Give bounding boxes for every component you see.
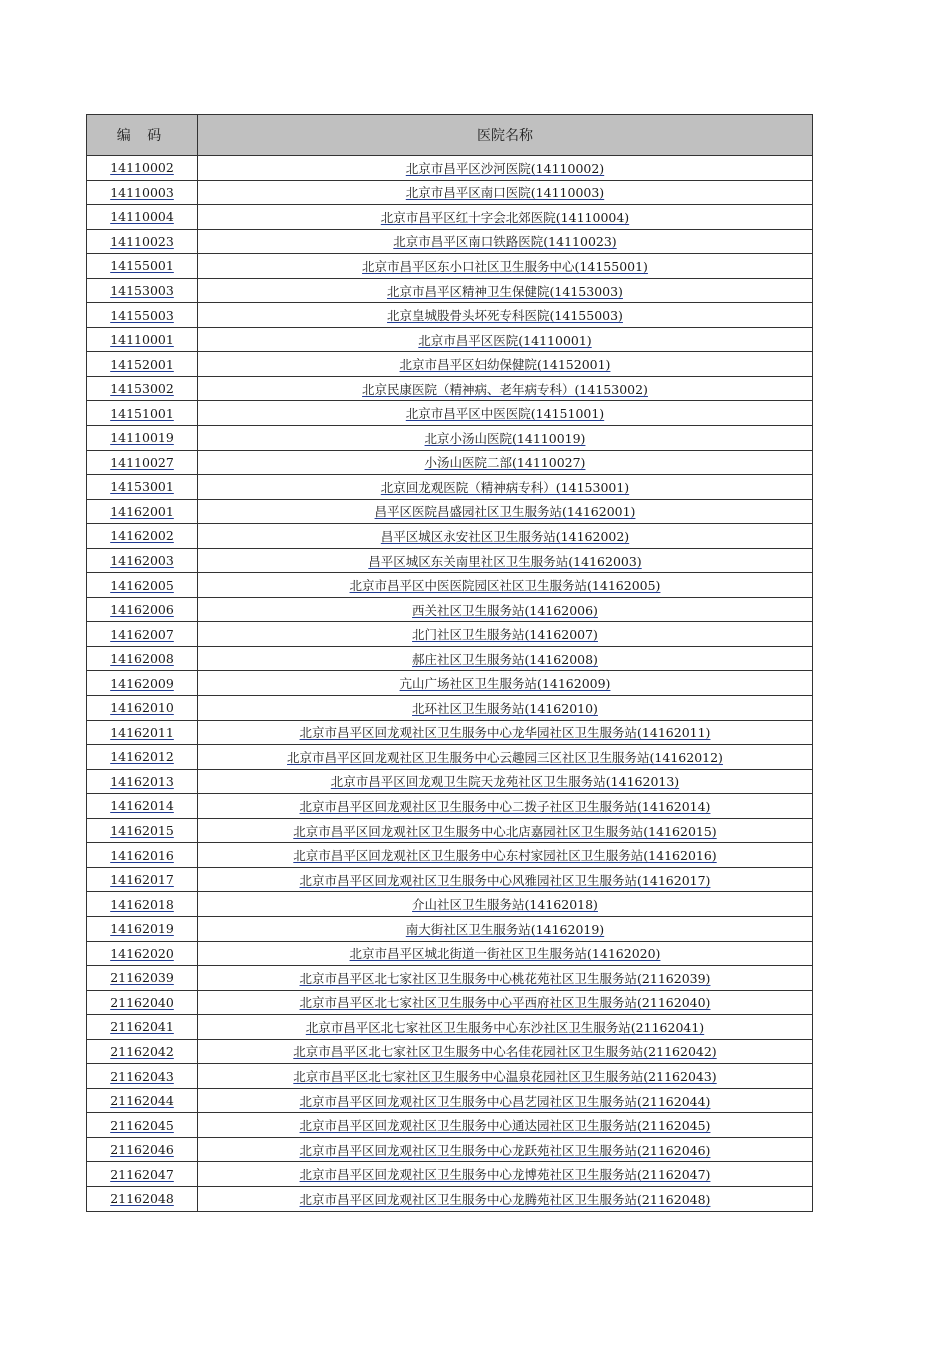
hospital-name-link[interactable]: 北京市昌平区回龙观社区卫生服务中心二拨子社区卫生服务站(14162014) xyxy=(299,798,711,814)
hospital-name-link[interactable]: 北京市昌平区回龙观社区卫生服务中心龙腾苑社区卫生服务站(21162048) xyxy=(299,1191,711,1207)
table-row xyxy=(87,426,813,451)
code-cell xyxy=(87,646,198,671)
code-cell xyxy=(87,573,198,598)
hospital-code-link[interactable]: 14162012 xyxy=(110,749,174,765)
hospital-name-link[interactable]: 南大街社区卫生服务站(14162019) xyxy=(405,921,605,937)
name-cell xyxy=(198,401,813,426)
name-cell xyxy=(198,278,813,303)
name-cell xyxy=(198,426,813,451)
table-row xyxy=(87,573,813,598)
name-cell xyxy=(198,376,813,401)
hospital-name-link[interactable]: 北京市昌平区南口医院(14110003) xyxy=(405,185,605,201)
hospital-name-link[interactable]: 北京市昌平区回龙观社区卫生服务中心风雅园社区卫生服务站(14162017) xyxy=(299,872,711,888)
hospital-name-link[interactable]: 北京市昌平区回龙观社区卫生服务中心龙华园社区卫生服务站(14162011) xyxy=(299,725,711,741)
table-row xyxy=(87,622,813,647)
name-cell xyxy=(198,327,813,352)
hospital-name-link[interactable]: 北京市昌平区回龙观社区卫生服务中心昌艺园社区卫生服务站(21162044) xyxy=(299,1093,711,1109)
table-row xyxy=(87,156,813,181)
hospital-code-link[interactable]: 14153001 xyxy=(110,479,174,495)
hospital-code-link[interactable]: 14152001 xyxy=(110,356,174,372)
code-cell xyxy=(87,843,198,868)
hospital-code-link[interactable]: 14162006 xyxy=(110,602,174,618)
name-cell xyxy=(198,892,813,917)
hospital-name-link[interactable]: 亢山广场社区卫生服务站(14162009) xyxy=(399,676,611,692)
hospital-code-link[interactable]: 14162020 xyxy=(110,945,174,961)
hospital-code-link[interactable]: 14110023 xyxy=(110,233,174,249)
name-cell xyxy=(198,205,813,230)
table-row xyxy=(87,769,813,794)
hospital-name-link[interactable]: 西关社区卫生服务站(14162006) xyxy=(412,602,598,618)
column-header-name: 医院名称 xyxy=(198,115,813,156)
table-row xyxy=(87,794,813,819)
name-cell xyxy=(198,1186,813,1211)
hospital-code-link[interactable]: 14110001 xyxy=(110,332,174,348)
table-row xyxy=(87,892,813,917)
table-row xyxy=(87,1039,813,1064)
hospital-name-link[interactable]: 北京市昌平区精神卫生保健院(14153003) xyxy=(387,283,623,299)
name-cell xyxy=(198,180,813,205)
hospital-code-link[interactable]: 14162016 xyxy=(110,847,174,863)
code-cell xyxy=(87,303,198,328)
table-row xyxy=(87,646,813,671)
name-cell xyxy=(198,1039,813,1064)
code-cell xyxy=(87,1113,198,1138)
hospital-code-link[interactable]: 14162019 xyxy=(110,921,174,937)
code-cell xyxy=(87,499,198,524)
name-cell xyxy=(198,1015,813,1040)
name-cell xyxy=(198,818,813,843)
code-cell xyxy=(87,352,198,377)
hospital-name-link[interactable]: 北京皇城股骨头坏死专科医院(14155003) xyxy=(387,308,623,324)
table-row xyxy=(87,352,813,377)
code-cell xyxy=(87,475,198,500)
table-row xyxy=(87,941,813,966)
hospital-code-link[interactable]: 14162001 xyxy=(110,503,174,519)
hospital-code-link[interactable]: 21162046 xyxy=(110,1142,174,1158)
name-cell xyxy=(198,475,813,500)
code-cell xyxy=(87,180,198,205)
code-cell xyxy=(87,892,198,917)
name-cell xyxy=(198,671,813,696)
code-cell xyxy=(87,867,198,892)
table-row xyxy=(87,671,813,696)
code-cell xyxy=(87,401,198,426)
hospital-name-link[interactable]: 北京市昌平区回龙观社区卫生服务中心云趣园三区社区卫生服务站(14162012) xyxy=(287,749,723,765)
hospital-name-link[interactable]: 小汤山医院二部(14110027) xyxy=(424,455,586,471)
hospital-name-link[interactable]: 北京市昌平区回龙观社区卫生服务中心北店嘉园社区卫生服务站(14162015) xyxy=(293,823,717,839)
code-cell xyxy=(87,966,198,991)
hospital-name-link[interactable]: 北京市昌平区中医医院(14151001) xyxy=(405,406,605,422)
name-cell xyxy=(198,867,813,892)
table-row xyxy=(87,475,813,500)
hospital-name-link[interactable]: 北京市昌平区沙河医院(14110002) xyxy=(405,160,605,176)
code-cell xyxy=(87,990,198,1015)
table-row xyxy=(87,548,813,573)
hospital-name-link[interactable]: 北京市昌平区北七家社区卫生服务中心名佳花园社区卫生服务站(21162042) xyxy=(293,1044,717,1060)
code-cell xyxy=(87,1162,198,1187)
table-header-row xyxy=(87,115,813,156)
hospital-code-link[interactable]: 21162045 xyxy=(110,1117,174,1133)
hospital-name-link[interactable]: 北京市昌平区北七家社区卫生服务中心温泉花园社区卫生服务站(21162043) xyxy=(293,1069,717,1084)
table-row xyxy=(87,916,813,941)
code-cell xyxy=(87,229,198,254)
code-cell xyxy=(87,450,198,475)
name-cell xyxy=(198,769,813,794)
name-cell xyxy=(198,646,813,671)
hospital-name-link[interactable]: 郝庄社区卫生服务站(14162008) xyxy=(412,651,598,667)
hospital-code-link[interactable]: 14110004 xyxy=(110,209,174,225)
name-cell xyxy=(198,1113,813,1138)
code-cell xyxy=(87,426,198,451)
hospital-code-link[interactable]: 14162005 xyxy=(110,577,174,593)
code-cell xyxy=(87,1039,198,1064)
code-cell xyxy=(87,1088,198,1113)
hospital-code-link[interactable]: 21162047 xyxy=(110,1166,174,1182)
hospital-code-link[interactable]: 21162042 xyxy=(110,1043,174,1059)
column-header-code: 编 码 xyxy=(87,115,198,156)
hospital-code-link[interactable]: 14153002 xyxy=(110,381,174,397)
hospital-table xyxy=(86,114,813,1212)
hospital-code-link[interactable]: 14162015 xyxy=(110,823,174,839)
name-cell xyxy=(198,990,813,1015)
name-cell xyxy=(198,916,813,941)
name-cell xyxy=(198,696,813,721)
hospital-name-link[interactable]: 介山社区卫生服务站(14162018) xyxy=(412,897,598,913)
code-cell xyxy=(87,622,198,647)
table-row xyxy=(87,205,813,230)
hospital-code-link[interactable]: 14162013 xyxy=(110,773,174,789)
hospital-name-link[interactable]: 北京民康医院（精神病、老年病专科）(14153002) xyxy=(362,381,648,397)
name-cell xyxy=(198,548,813,573)
table-row xyxy=(87,401,813,426)
code-cell xyxy=(87,597,198,622)
code-cell xyxy=(87,671,198,696)
name-cell xyxy=(198,352,813,377)
name-cell xyxy=(198,156,813,181)
hospital-name-link[interactable]: 北京市昌平区南口铁路医院(14110023) xyxy=(393,234,617,250)
name-cell xyxy=(198,499,813,524)
hospital-code-link[interactable]: 14155001 xyxy=(110,258,174,274)
table-row xyxy=(87,720,813,745)
table-row xyxy=(87,818,813,843)
code-cell xyxy=(87,327,198,352)
table-row xyxy=(87,1137,813,1162)
hospital-code-link[interactable]: 14110027 xyxy=(110,454,174,470)
name-cell xyxy=(198,524,813,549)
hospital-code-link[interactable]: 14162009 xyxy=(110,675,174,691)
code-cell xyxy=(87,1137,198,1162)
hospital-code-link[interactable]: 14162003 xyxy=(110,553,174,569)
name-cell xyxy=(198,622,813,647)
name-cell xyxy=(198,1088,813,1113)
table-row xyxy=(87,180,813,205)
hospital-name-link[interactable]: 北京市昌平区红十字会北郊医院(14110004) xyxy=(380,209,630,225)
hospital-code-link[interactable]: 14162018 xyxy=(110,896,174,912)
table-row xyxy=(87,376,813,401)
table-row xyxy=(87,524,813,549)
name-cell xyxy=(198,597,813,622)
hospital-code-link[interactable]: 21162043 xyxy=(110,1068,174,1084)
name-cell xyxy=(198,1137,813,1162)
hospital-code-link[interactable]: 14162014 xyxy=(110,798,174,814)
hospital-name-link[interactable]: 北京市昌平区回龙观卫生院天龙苑社区卫生服务站(14162013) xyxy=(330,774,680,790)
table-row xyxy=(87,327,813,352)
table-row xyxy=(87,1015,813,1040)
table-row xyxy=(87,450,813,475)
name-cell xyxy=(198,450,813,475)
table-row xyxy=(87,1064,813,1089)
hospital-table-container xyxy=(86,114,812,1212)
table-row xyxy=(87,229,813,254)
hospital-code-link[interactable]: 14162002 xyxy=(110,528,174,544)
name-cell xyxy=(198,745,813,770)
table-row xyxy=(87,1088,813,1113)
table-row xyxy=(87,1186,813,1211)
table-row xyxy=(87,1162,813,1187)
code-cell xyxy=(87,548,198,573)
hospital-name-link[interactable]: 北京回龙观医院（精神病专科）(14153001) xyxy=(380,479,630,495)
hospital-name-link[interactable]: 昌平区城区永安社区卫生服务站(14162002) xyxy=(380,528,630,544)
hospital-code-link[interactable]: 14110002 xyxy=(110,160,174,176)
hospital-code-link[interactable]: 21162041 xyxy=(110,1019,174,1035)
table-row xyxy=(87,597,813,622)
hospital-code-link[interactable]: 14162017 xyxy=(110,872,174,888)
hospital-name-link[interactable]: 北京市昌平区回龙观社区卫生服务中心龙博苑社区卫生服务站(21162047) xyxy=(299,1167,711,1183)
table-row xyxy=(87,499,813,524)
table-row xyxy=(87,254,813,279)
hospital-name-link[interactable]: 北京市昌平区北七家社区卫生服务中心桃花苑社区卫生服务站(21162039) xyxy=(299,970,711,986)
hospital-name-link[interactable]: 北京市昌平区北七家社区卫生服务中心平西府社区卫生服务站(21162040) xyxy=(299,995,711,1011)
code-cell xyxy=(87,1064,198,1089)
hospital-name-link[interactable]: 北京市昌平区回龙观社区卫生服务中心通达园社区卫生服务站(21162045) xyxy=(299,1118,711,1134)
table-row xyxy=(87,867,813,892)
hospital-code-link[interactable]: 14151001 xyxy=(110,405,174,421)
table-row xyxy=(87,966,813,991)
code-cell xyxy=(87,1015,198,1040)
code-cell xyxy=(87,1186,198,1211)
table-row xyxy=(87,303,813,328)
name-cell xyxy=(198,941,813,966)
hospital-code-link[interactable]: 14162011 xyxy=(110,724,174,740)
name-cell xyxy=(198,843,813,868)
code-cell xyxy=(87,794,198,819)
code-cell xyxy=(87,524,198,549)
code-cell xyxy=(87,818,198,843)
code-cell xyxy=(87,205,198,230)
name-cell xyxy=(198,573,813,598)
code-cell xyxy=(87,745,198,770)
hospital-name-link[interactable]: 昌平区城区东关南里社区卫生服务站(14162003) xyxy=(368,553,642,569)
hospital-code-link[interactable]: 14110019 xyxy=(110,430,174,446)
hospital-name-link[interactable]: 昌平区医院昌盛园社区卫生服务站(14162001) xyxy=(374,504,636,520)
hospital-name-link[interactable]: 北京市昌平区回龙观社区卫生服务中心龙跃苑社区卫生服务站(21162046) xyxy=(299,1142,711,1158)
hospital-code-link[interactable]: 21162039 xyxy=(110,970,174,986)
code-cell xyxy=(87,696,198,721)
table-row xyxy=(87,843,813,868)
name-cell xyxy=(198,1162,813,1187)
code-cell xyxy=(87,769,198,794)
hospital-code-link[interactable]: 14110003 xyxy=(110,184,174,200)
name-cell xyxy=(198,303,813,328)
hospital-code-link[interactable]: 14155003 xyxy=(110,307,174,323)
hospital-code-link[interactable]: 21162040 xyxy=(110,994,174,1010)
name-cell xyxy=(198,254,813,279)
code-cell xyxy=(87,720,198,745)
hospital-name-link[interactable]: 北门社区卫生服务站(14162007) xyxy=(412,627,598,643)
code-cell xyxy=(87,278,198,303)
hospital-name-link[interactable]: 北京市昌平区北七家社区卫生服务中心东沙社区卫生服务站(21162041) xyxy=(305,1019,705,1035)
code-cell xyxy=(87,916,198,941)
hospital-code-link[interactable]: 21162044 xyxy=(110,1093,174,1109)
table-body xyxy=(87,156,813,1212)
name-cell xyxy=(198,720,813,745)
hospital-name-link[interactable]: 北京市昌平区医院(14110001) xyxy=(418,332,592,348)
hospital-name-link[interactable]: 北京市昌平区妇幼保健院(14152001) xyxy=(399,357,611,373)
table-row xyxy=(87,1113,813,1138)
name-cell xyxy=(198,1064,813,1089)
table-row xyxy=(87,990,813,1015)
hospital-code-link[interactable]: 14162010 xyxy=(110,700,174,716)
hospital-name-link[interactable]: 北京市昌平区中医医院园区社区卫生服务站(14162005) xyxy=(349,578,661,594)
hospital-name-link[interactable]: 北京市昌平区回龙观社区卫生服务中心东村家园社区卫生服务站(14162016) xyxy=(293,848,717,864)
hospital-name-link[interactable]: 北京小汤山医院(14110019) xyxy=(424,430,586,446)
name-cell xyxy=(198,229,813,254)
code-cell xyxy=(87,376,198,401)
table-row xyxy=(87,745,813,770)
hospital-code-link[interactable]: 21162048 xyxy=(110,1191,174,1207)
name-cell xyxy=(198,794,813,819)
table-row xyxy=(87,696,813,721)
hospital-name-link[interactable]: 北京市昌平区城北街道一街社区卫生服务站(14162020) xyxy=(349,946,661,962)
name-cell xyxy=(198,966,813,991)
table-row xyxy=(87,278,813,303)
hospital-code-link[interactable]: 14162008 xyxy=(110,651,174,667)
hospital-name-link[interactable]: 北环社区卫生服务站(14162010) xyxy=(412,700,598,716)
code-cell xyxy=(87,156,198,181)
hospital-code-link[interactable]: 14162007 xyxy=(110,626,174,642)
hospital-name-link[interactable]: 北京市昌平区东小口社区卫生服务中心(14155001) xyxy=(362,258,648,274)
code-cell xyxy=(87,941,198,966)
hospital-code-link[interactable]: 14153003 xyxy=(110,283,174,298)
code-cell xyxy=(87,254,198,279)
